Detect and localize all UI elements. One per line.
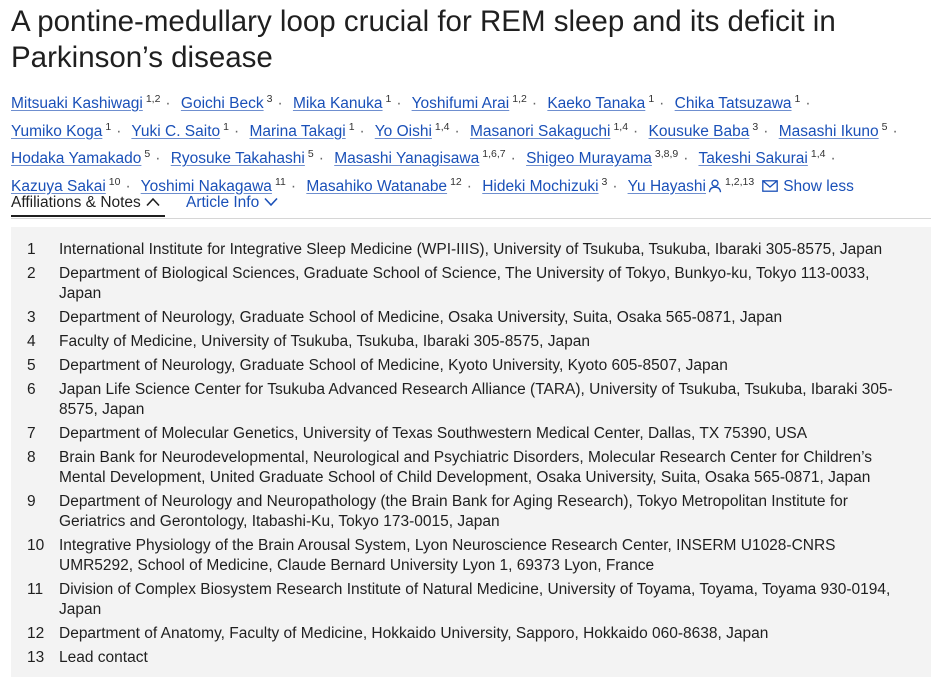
author-separator: · [612,177,618,195]
author-affiliation-sup: 1 [385,93,392,105]
author-name-link[interactable]: Marina Takagi [249,122,346,140]
author-separator: · [510,150,516,167]
affiliation-number: 1 [27,241,36,258]
author-name-link[interactable]: Mitsuaki Kashiwagi [11,95,143,112]
author-name-link[interactable]: Kazuya Sakai [11,177,106,195]
affiliation-text: Japan Life Science Center for Tsukuba Advanced Research Alliance (TARA), University of Tsukuba, Tsukuba, Ibaraki 305-8575, Japan [59,381,893,418]
author-affiliation-sup: 3 [266,93,273,105]
author-separator: · [531,95,538,112]
affiliation-number: 5 [27,357,36,374]
author-name-link[interactable]: Kaeko Tanaka [547,95,646,112]
author-list [11,88,926,198]
author-separator: · [290,177,297,195]
affiliation-number: 10 [27,537,45,554]
author-item [648,120,759,140]
author-item [249,120,355,140]
author-separator: · [633,122,639,140]
author-affiliation-sup: 1,2 [145,93,161,105]
article-title: A pontine-medullary loop crucial for REM sleep and its deficit in Parkinson’s disease [11,5,836,74]
author-item [469,120,629,140]
author-name-link[interactable]: Masashi Yanagisawa [334,150,480,167]
author-affiliation-sup: 1,4 [613,120,629,133]
affiliation-text: Brain Bank for Neurodevelopmental, Neurological and Psychiatric Disorders, Molecular Research Center for Children’s Mental Development, United Graduate School of Child Development, Osaka University, Suita, Osaka 565-0871, Japan [59,449,872,486]
mail-icon[interactable] [762,176,778,188]
author-item [11,120,112,140]
author-affiliation-sup: 10 [108,175,121,188]
author-item [675,95,801,112]
author-item [482,175,608,195]
author-item [306,175,462,195]
author-affiliation-sup: 1,2,13 [725,175,755,188]
author-name-link[interactable]: Goichi Beck [180,95,264,112]
affiliation-text: Integrative Physiology of the Brain Arousal System, Lyon Neuroscience Research Center, INSERM U1028-CNRS UMR5292, School of Medicine, Claude Bernard University Lyon 1, 69373 Lyon, France [59,537,836,574]
author-item [778,120,888,140]
author-item [293,95,391,112]
tabs-divider [11,218,931,219]
affiliation-text: Department of Neurology and Neuropathology (the Brain Bank for Aging Research), Tokyo Metropolitan Institute for Geriatrics and Gerontology, Itabashi-Ku, Tokyo 173-0015, Japan [59,493,848,530]
author-name-link[interactable]: Yu Hayashi [627,177,706,195]
author-name-link[interactable]: Ryosuke Takahashi [170,150,305,167]
author-item [627,175,755,195]
affiliation-number: 6 [27,381,36,398]
affiliation-number: 4 [27,333,36,350]
affiliations-panel [11,227,931,677]
affiliation-text: Faculty of Medicine, University of Tsukuba, Tsukuba, Ibaraki 305-8575, Japan [59,333,591,350]
tab-affiliations-notes[interactable] [11,191,160,215]
affiliation-number: 13 [27,649,45,666]
author-affiliation-sup: 3,8,9 [654,148,679,160]
author-item [412,95,527,112]
author-affiliation-sup: 1 [348,120,355,133]
author-separator: · [277,95,283,112]
author-item [547,95,654,112]
person-icon[interactable] [708,177,722,191]
affiliation-number: 9 [27,493,36,510]
author-affiliation-sup: 1 [794,93,801,105]
tab-article-info[interactable] [186,191,278,215]
author-name-link[interactable]: Chika Tatsuzawa [674,95,792,112]
author-affiliation-sup: 1,4 [434,120,450,133]
affiliation-number: 11 [27,581,44,598]
author-affiliation-sup: 1,2 [512,93,527,105]
affiliation-number: 2 [27,265,36,282]
author-name-link[interactable]: Mika Kanuka [292,95,383,112]
author-item [131,120,229,140]
author-separator: · [359,122,365,140]
author-item [181,95,273,112]
affiliation-text: Department of Neurology, Graduate School of Medicine, Kyoto University, Kyoto 605-8507, Japan [59,357,728,374]
author-affiliation-sup: 12 [450,175,462,188]
tab-article-info-label: Article Info [186,194,260,211]
affiliation-text: Department of Biological Sciences, Graduate School of Science, The University of Tokyo, Bunkyo-ku, Tokyo 113-0033, Japan [59,265,870,302]
author-affiliation-sup: 1 [105,120,112,133]
author-affiliation-sup: 3 [752,120,759,133]
author-affiliation-sup: 3 [601,175,608,188]
author-affiliation-sup: 5 [307,148,314,160]
author-name-link[interactable]: Masashi Ikuno [778,122,879,140]
author-affiliation-sup: 1 [223,120,229,133]
author-name-link[interactable]: Masanori Sakaguchi [469,122,611,140]
author-name-link[interactable]: Yo Oishi [374,122,432,140]
tab-affiliations-label: Affiliations & Notes [11,194,141,211]
author-affiliation-sup: 1,4 [810,148,826,160]
affiliation-number: 12 [27,625,45,642]
chevron-down-icon [264,191,278,201]
author-separator: · [892,122,898,140]
affiliation-text: Lead contact [59,649,148,666]
author-separator: · [125,177,131,195]
affiliation-text: Department of Neurology, Graduate School of Medicine, Osaka University, Suita, Osaka 565-0871, Japan [59,309,783,326]
affiliation-text: International Institute for Integrative Sleep Medicine (WPI-IIIS), University of Tsukuba, Tsukuba, Ibaraki 305-8575, Japan [59,241,883,258]
affiliation-number: 7 [27,425,36,442]
affiliation-number: 8 [27,449,36,466]
author-separator: · [155,150,161,167]
author-separator: · [318,150,324,167]
author-item [11,150,150,167]
author-item [374,120,450,140]
author-name-link[interactable]: Shigeo Murayama [526,150,652,167]
show-less-button[interactable]: Show less [783,177,854,195]
author-item [526,150,678,167]
author-separator: · [805,95,811,112]
author-item [11,95,160,112]
affiliation-text: Department of Anatomy, Faculty of Medicine, Hokkaido University, Sapporo, Hokkaido 060-8638, Japan [59,625,769,642]
author-separator: · [830,150,836,167]
author-item [698,150,825,167]
affiliation-text: Division of Complex Biosystem Research Institute of Natural Medicine, University of Toyama, Toyama, Toyama 930-0194, Japan [59,581,891,618]
chevron-up-icon [146,191,160,201]
author-affiliation-sup: 5 [881,120,888,133]
author-name-link[interactable]: Takeshi Sakurai [698,150,808,167]
author-separator: · [454,122,460,140]
author-affiliation-sup: 11 [274,175,286,188]
author-affiliation-sup: 1,6,7 [482,148,506,160]
author-separator: · [233,122,240,140]
author-name-link[interactable]: Yuki C. Saito [131,122,221,140]
author-separator: · [165,95,171,112]
author-name-link[interactable]: Yumiko Koga [11,122,103,140]
author-separator: · [396,95,402,112]
affiliation-text: Department of Molecular Genetics, University of Texas Southwestern Medical Center, Dallas, TX 75390, USA [59,425,808,442]
author-affiliation-sup: 5 [144,148,151,160]
author-item [334,150,505,167]
author-separator: · [659,95,665,112]
affiliation-number: 3 [27,309,36,326]
author-name-link[interactable]: Kousuke Baba [648,122,750,140]
active-tab-indicator [11,215,165,217]
author-name-link[interactable]: Yoshimi Nakagawa [140,177,272,195]
author-separator: · [763,122,769,140]
author-name-link[interactable]: Hideki Mochizuki [482,177,599,195]
author-name-link[interactable]: Yoshifumi Arai [411,95,510,112]
author-separator: · [683,150,689,167]
author-name-link[interactable]: Masahiko Watanabe [306,177,448,195]
author-affiliation-sup: 1 [648,93,655,105]
author-separator: · [116,122,122,140]
author-name-link[interactable]: Hodaka Yamakado [11,150,142,167]
author-separator: · [466,177,472,195]
author-item [171,150,314,167]
